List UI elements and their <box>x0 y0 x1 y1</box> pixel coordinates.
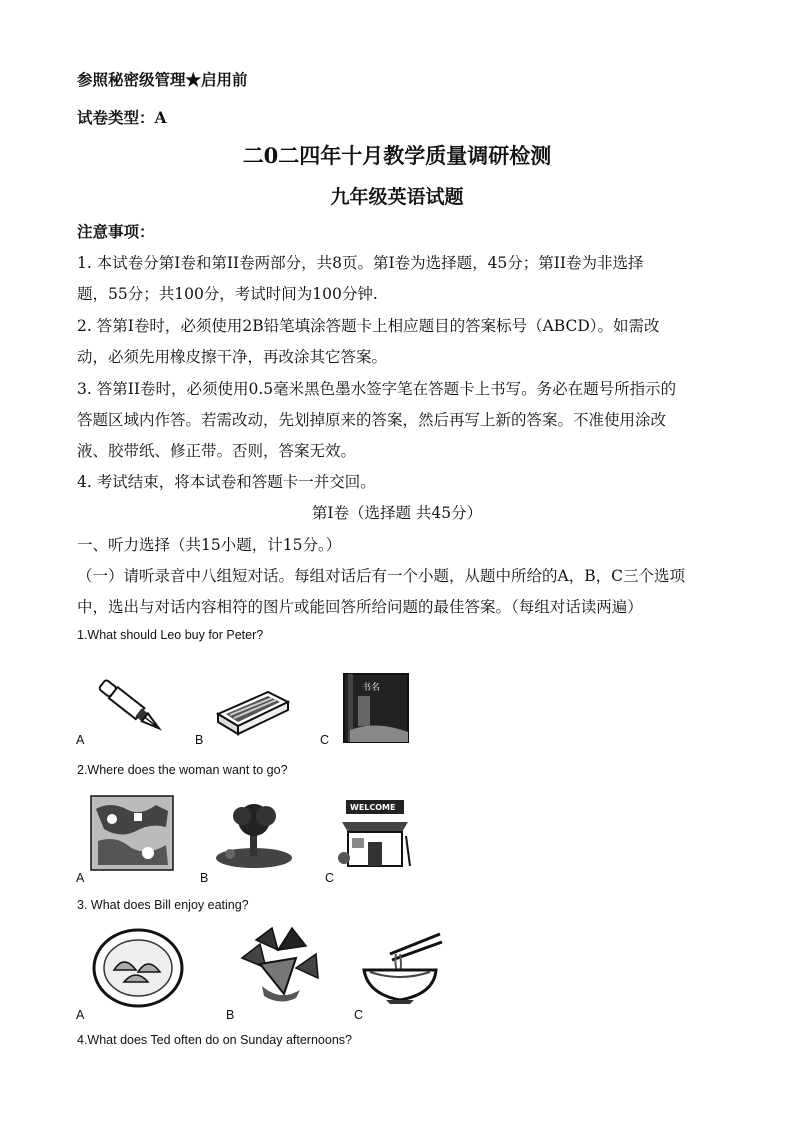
option-label: C <box>325 871 335 885</box>
instruction-line: （一）请听录音中八组短对话。每组对话后有一个小题，从题中所给的A，B，C三个选项 <box>77 567 685 585</box>
option-label: C <box>354 1008 364 1022</box>
park-tree-image <box>212 800 296 870</box>
instruction-line: 中，选出与对话内容相符的图片或能回答所给问题的最佳答案。（每组对话读两遍） <box>77 598 643 616</box>
note-line: 1. 本试卷分第I卷和第II卷两部分，共8页。第I卷为选择题，45分；第II卷为非选择 <box>77 254 644 272</box>
zongzi-image <box>236 924 324 1006</box>
notes-heading: 注意事项： <box>77 222 155 241</box>
option-label: B <box>226 1008 235 1022</box>
question-2: 2.Where does the woman want to go? <box>77 763 288 777</box>
option-label: B <box>195 733 204 747</box>
part-heading: 一、听力选择（共15小题，计15分。） <box>77 536 342 554</box>
pencil-box-image <box>214 684 292 738</box>
option-label: A <box>76 871 85 885</box>
question-3: 3. What does Bill enjoy eating? <box>77 898 249 912</box>
question-4: 4.What does Ted often do on Sunday afternoons? <box>77 1033 352 1047</box>
paper-type-label: 试卷类型：A <box>77 108 167 127</box>
note-line: 题，55分；共100分，考试时间为100分钟. <box>77 285 378 303</box>
welcome-sign-text: WELCOME <box>350 803 396 812</box>
note-line: 4. 考试结束，将本试卷和答题卡一并交回。 <box>77 473 376 491</box>
note-line: 答题区域内作答。若需改动，先划掉原来的答案，然后再写上新的答案。不准使用涂改 <box>77 411 667 429</box>
note-line: 液、胶带纸、修正带。否则，答案无效。 <box>77 442 357 460</box>
confidential-label: 参照秘密级管理★启用前 <box>77 70 248 89</box>
book-image <box>340 672 412 744</box>
exam-title: 二0二四年十月教学质量调研检测 <box>242 143 552 168</box>
noodles-bowl-image <box>360 930 444 1006</box>
book-title-text: 书名 <box>362 683 381 693</box>
welcome-shop-image <box>336 796 416 872</box>
note-line: 3. 答第II卷时，必须使用0.5毫米黑色墨水签字笔在答题卡上书写。务必在题号所指示的 <box>77 380 677 398</box>
question-1: 1.What should Leo buy for Peter? <box>77 628 264 642</box>
option-label: C <box>320 733 330 747</box>
option-label: B <box>200 871 209 885</box>
note-line: 动，必须先用橡皮擦干净，再改涂其它答案。 <box>77 348 388 366</box>
volume-title: 第I卷（选择题 共45分） <box>311 504 483 522</box>
map-image <box>90 795 174 871</box>
exam-subtitle: 九年级英语试题 <box>330 186 464 208</box>
fountain-pen-image <box>90 676 170 738</box>
option-label: A <box>76 733 85 747</box>
option-label: A <box>76 1008 85 1022</box>
dumplings-plate-image <box>90 926 186 1010</box>
note-line: 2. 答第I卷时，必须使用2B铅笔填涂答题卡上相应题目的答案标号（ABCD）。如需改 <box>77 317 660 335</box>
